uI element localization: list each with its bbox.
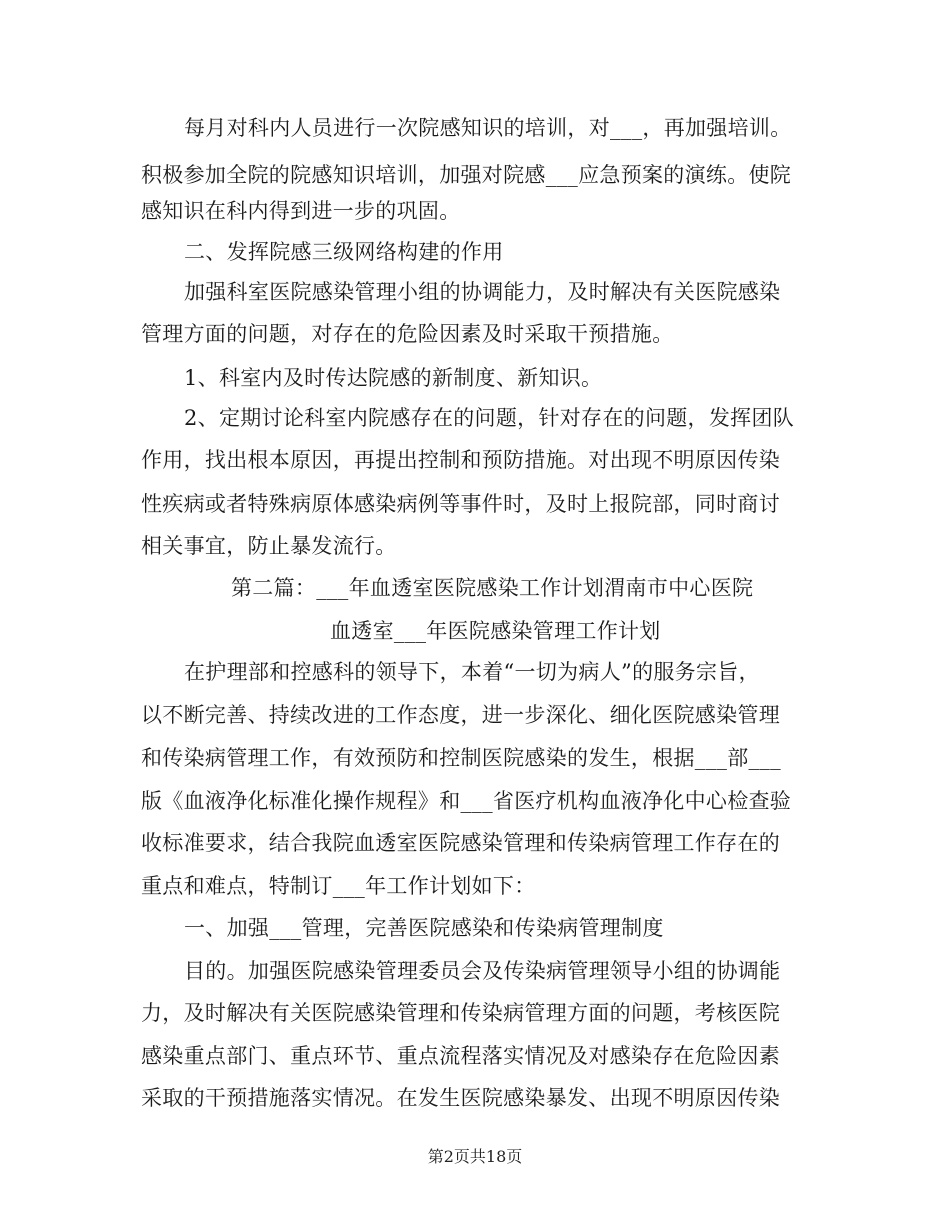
text-line: 性疾病或者特殊病原体感染病例等事件时，及时上报院部，同时商讨 xyxy=(141,492,780,516)
text-line: 目的。加强医院感染管理委员会及传染病管理领导小组的协调能 xyxy=(184,959,781,983)
text-line: 版《血液净化标准化操作规程》和___省医疗机构血液净化中心检查验 xyxy=(141,789,792,813)
text-line: 收标准要求，结合我院血透室医院感染管理和传染病管理工作存在的 xyxy=(141,831,780,855)
text-line: 以不断完善、持续改进的工作态度，进一步深化、细化医院感染管理 xyxy=(141,703,780,727)
list-item: 2、定期讨论科室内院感存在的问题，针对存在的问题，发挥团队 xyxy=(184,406,795,430)
section-heading: 一、加强___管理，完善医院感染和传染病管理制度 xyxy=(184,916,664,940)
text-line: 和传染病管理工作，有效预防和控制医院感染的发生，根据___部___ xyxy=(141,746,781,770)
text-line: 力，及时解决有关医院感染管理和传染病管理方面的问题，考核医院 xyxy=(141,1001,780,1025)
page-number-footer: 第2页共18页 xyxy=(427,1147,523,1166)
text-line: 在护理部和控感科的领导下，本着“一切为病人”的服务宗旨， xyxy=(184,660,760,684)
text-line: 重点和难点，特制订___年工作计划如下： xyxy=(141,874,536,898)
text-line: 感知识在科内得到进一步的巩固。 xyxy=(141,199,461,223)
section-heading: 二、发挥院感三级网络构建的作用 xyxy=(184,240,504,264)
text-line: 作用，找出根本原因，再提出控制和预防措施。对出现不明原因传染 xyxy=(141,448,780,472)
text-line: 加强科室医院感染管理小组的协调能力，及时解决有关医院感染 xyxy=(184,280,781,304)
article-title-line-1: 第二篇：___年血透室医院感染工作计划渭南市中心医院 xyxy=(231,576,754,600)
text-line: 积极参加全院的院感知识培训，加强对院感___应急预案的演练。使院 xyxy=(141,163,792,187)
text-line: 感染重点部门、重点环节、重点流程落实情况及对感染存在危险因素 xyxy=(141,1044,780,1068)
text-line: 每月对科内人员进行一次院感知识的培训，对___，再加强培训。 xyxy=(184,116,792,140)
list-item: 1、科室内及时传达院感的新制度、新知识。 xyxy=(184,366,603,390)
article-title-line-2: 血透室___年医院感染管理工作计划 xyxy=(330,619,661,643)
text-line: 管理方面的问题，对存在的危险因素及时采取干预措施。 xyxy=(141,322,674,346)
text-line: 相关事宜，防止暴发流行。 xyxy=(141,534,397,558)
text-line: 采取的干预措施落实情况。在发生医院感染暴发、出现不明原因传染 xyxy=(141,1086,780,1110)
